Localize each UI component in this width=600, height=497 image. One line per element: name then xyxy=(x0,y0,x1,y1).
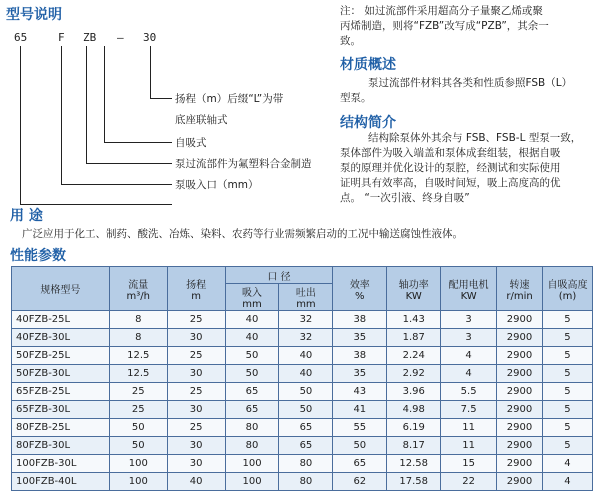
table-cell: 40 xyxy=(279,347,333,365)
table-cell: 12.5 xyxy=(109,347,167,365)
table-cell: 5 xyxy=(542,419,592,437)
table-cell: 3 xyxy=(441,329,497,347)
table-cell: 100 xyxy=(109,455,167,473)
table-row xyxy=(12,455,593,473)
table-cell: 80 xyxy=(225,419,279,437)
table-cell: 2900 xyxy=(497,311,543,329)
table-cell: 50 xyxy=(109,419,167,437)
table-cell: 41 xyxy=(333,401,387,419)
table-row xyxy=(12,419,593,437)
table-cell: 32 xyxy=(279,329,333,347)
table-row xyxy=(12,383,593,401)
table-cell: 25 xyxy=(167,419,225,437)
table-row xyxy=(12,365,593,383)
table-cell: 35 xyxy=(333,329,387,347)
table-cell: 40 xyxy=(225,329,279,347)
table-row xyxy=(12,401,593,419)
label-material: 泵过流部件为氟塑料合金制造 xyxy=(175,158,312,170)
table-cell: 2.92 xyxy=(387,365,441,383)
table-cell: 25 xyxy=(167,311,225,329)
material-text: 泵过流部件材料其各类和性质参照FSB（L） 型泵。 xyxy=(340,77,573,104)
header-shaft-power: 轴功率 KW xyxy=(387,267,441,311)
code-part-dash: – xyxy=(117,31,124,44)
table-cell: 5.5 xyxy=(441,383,497,401)
usage-section-title: 用 途 xyxy=(10,208,43,224)
table-cell: 2900 xyxy=(497,383,543,401)
table-cell: 100 xyxy=(109,473,167,491)
header-motor: 配用电机 KW xyxy=(441,267,497,311)
table-cell: 80FZB-30L xyxy=(12,437,110,455)
table-cell: 50 xyxy=(225,347,279,365)
table-cell: 65 xyxy=(279,437,333,455)
table-cell: 1.87 xyxy=(387,329,441,347)
table-cell: 35 xyxy=(333,365,387,383)
code-part-type: ZB xyxy=(83,31,97,44)
table-cell: 25 xyxy=(167,383,225,401)
table-cell: 80 xyxy=(225,437,279,455)
header-efficiency: 效率 % xyxy=(333,267,387,311)
table-cell: 2900 xyxy=(497,437,543,455)
table-cell: 30 xyxy=(167,401,225,419)
table-row xyxy=(12,473,593,491)
table-cell: 5 xyxy=(542,347,592,365)
table-cell: 12.5 xyxy=(109,365,167,383)
table-cell: 32 xyxy=(279,311,333,329)
code-part-material: F xyxy=(58,31,65,44)
table-cell: 5 xyxy=(542,311,592,329)
table-cell: 100 xyxy=(225,455,279,473)
table-cell: 62 xyxy=(333,473,387,491)
table-cell: 3.96 xyxy=(387,383,441,401)
table-cell: 6.19 xyxy=(387,419,441,437)
label-inlet: 泵吸入口（mm） xyxy=(175,179,259,191)
table-cell: 30 xyxy=(167,365,225,383)
header-head: 扬程 m xyxy=(167,267,225,311)
table-row xyxy=(12,347,593,365)
header-flow: 流量 m³/h xyxy=(109,267,167,311)
table-cell: 22 xyxy=(441,473,497,491)
table-cell: 100FZB-30L xyxy=(12,455,110,473)
header-speed: 转速 r/min xyxy=(497,267,543,311)
table-cell: 38 xyxy=(333,311,387,329)
table-cell: 3 xyxy=(441,311,497,329)
table-cell: 2900 xyxy=(497,347,543,365)
table-cell: 100FZB-40L xyxy=(12,473,110,491)
table-cell: 50 xyxy=(279,383,333,401)
table-cell: 65 xyxy=(279,419,333,437)
table-cell: 11 xyxy=(441,437,497,455)
table-cell: 30 xyxy=(167,455,225,473)
table-cell: 38 xyxy=(333,347,387,365)
table-cell: 65 xyxy=(333,455,387,473)
performance-table xyxy=(11,266,593,491)
table-cell: 15 xyxy=(441,455,497,473)
performance-section-title: 性能参数 xyxy=(10,248,66,264)
table-cell: 8 xyxy=(109,329,167,347)
material-section-title: 材质概述 xyxy=(340,57,396,73)
table-cell: 4 xyxy=(441,347,497,365)
table-cell: 80FZB-25L xyxy=(12,419,110,437)
table-row xyxy=(12,329,593,347)
table-cell: 50FZB-25L xyxy=(12,347,110,365)
table-cell: 5 xyxy=(542,365,592,383)
structure-text: 结构除泵体外其余与 FSB、FSB-L 型泵一致， 泵体部件为吸入端盖和泵体成套组装，根据自吸 泵的原理并优化设计的泵腔，经测试和实际使用 证明具有效率高，自吸时间短，吸上高度高的优 点。 “一次引液、终身自吸” xyxy=(340,132,582,204)
header-diameter: 口 径 xyxy=(225,267,333,284)
table-cell: 43 xyxy=(333,383,387,401)
table-cell: 50 xyxy=(225,365,279,383)
table-cell: 30 xyxy=(167,329,225,347)
table-cell: 5 xyxy=(542,437,592,455)
header-model: 规格型号 xyxy=(12,267,110,311)
table-cell: 4 xyxy=(542,473,592,491)
table-cell: 2900 xyxy=(497,473,543,491)
table-cell: 7.5 xyxy=(441,401,497,419)
table-cell: 25 xyxy=(167,347,225,365)
table-cell: 8.17 xyxy=(387,437,441,455)
table-cell: 4 xyxy=(542,455,592,473)
model-note: 注： 如过流部件采用超高分子量聚乙烯或聚 丙烯制造，则将“FZB”改写成“PZB”，其余一 致。 xyxy=(340,5,549,47)
table-cell: 100 xyxy=(225,473,279,491)
table-cell: 50 xyxy=(109,437,167,455)
table-cell: 40 xyxy=(279,365,333,383)
performance-table-body xyxy=(12,311,593,491)
table-cell: 17.58 xyxy=(387,473,441,491)
table-cell: 40 xyxy=(225,311,279,329)
table-cell: 50FZB-30L xyxy=(12,365,110,383)
table-cell: 4.98 xyxy=(387,401,441,419)
table-cell: 25 xyxy=(109,401,167,419)
table-cell: 5 xyxy=(542,401,592,419)
table-cell: 11 xyxy=(441,419,497,437)
table-cell: 2900 xyxy=(497,419,543,437)
table-cell: 40FZB-25L xyxy=(12,311,110,329)
table-cell: 25 xyxy=(109,383,167,401)
table-cell: 30 xyxy=(167,437,225,455)
structure-section-title: 结构简介 xyxy=(340,115,396,131)
table-cell: 2900 xyxy=(497,365,543,383)
table-cell: 2900 xyxy=(497,455,543,473)
table-cell: 40 xyxy=(167,473,225,491)
header-outlet: 吐出 mm xyxy=(279,284,333,311)
table-cell: 12.58 xyxy=(387,455,441,473)
table-cell: 50 xyxy=(279,401,333,419)
table-cell: 1.43 xyxy=(387,311,441,329)
label-self-priming: 自吸式 xyxy=(175,137,207,149)
table-cell: 65FZB-25L xyxy=(12,383,110,401)
model-section-title: 型号说明 xyxy=(6,7,62,23)
table-cell: 8 xyxy=(109,311,167,329)
usage-text: 广泛应用于化工、制药、酸洗、冶炼、染料、农药等行业需频繁启动的工况中输送腐蚀性液体。 xyxy=(22,228,463,240)
table-cell: 40FZB-30L xyxy=(12,329,110,347)
code-part-head: 30 xyxy=(143,31,157,44)
table-row xyxy=(12,437,593,455)
label-base-coupling: 底座联轴式 xyxy=(175,114,228,126)
header-inlet: 吸入 mm xyxy=(225,284,279,311)
table-cell: 55 xyxy=(333,419,387,437)
table-cell: 65 xyxy=(225,383,279,401)
code-part-size: 65 xyxy=(14,31,28,44)
table-cell: 80 xyxy=(279,473,333,491)
table-cell: 50 xyxy=(333,437,387,455)
table-cell: 65 xyxy=(225,401,279,419)
table-cell: 2.24 xyxy=(387,347,441,365)
table-cell: 80 xyxy=(279,455,333,473)
table-cell: 65FZB-30L xyxy=(12,401,110,419)
label-head: 扬程（m）后缀“L”为带 xyxy=(175,93,284,105)
table-cell: 4 xyxy=(441,365,497,383)
table-cell: 2900 xyxy=(497,329,543,347)
header-suction-height: 自吸高度 (m) xyxy=(542,267,592,311)
table-cell: 5 xyxy=(542,383,592,401)
table-cell: 5 xyxy=(542,329,592,347)
table-row xyxy=(12,311,593,329)
table-cell: 2900 xyxy=(497,401,543,419)
